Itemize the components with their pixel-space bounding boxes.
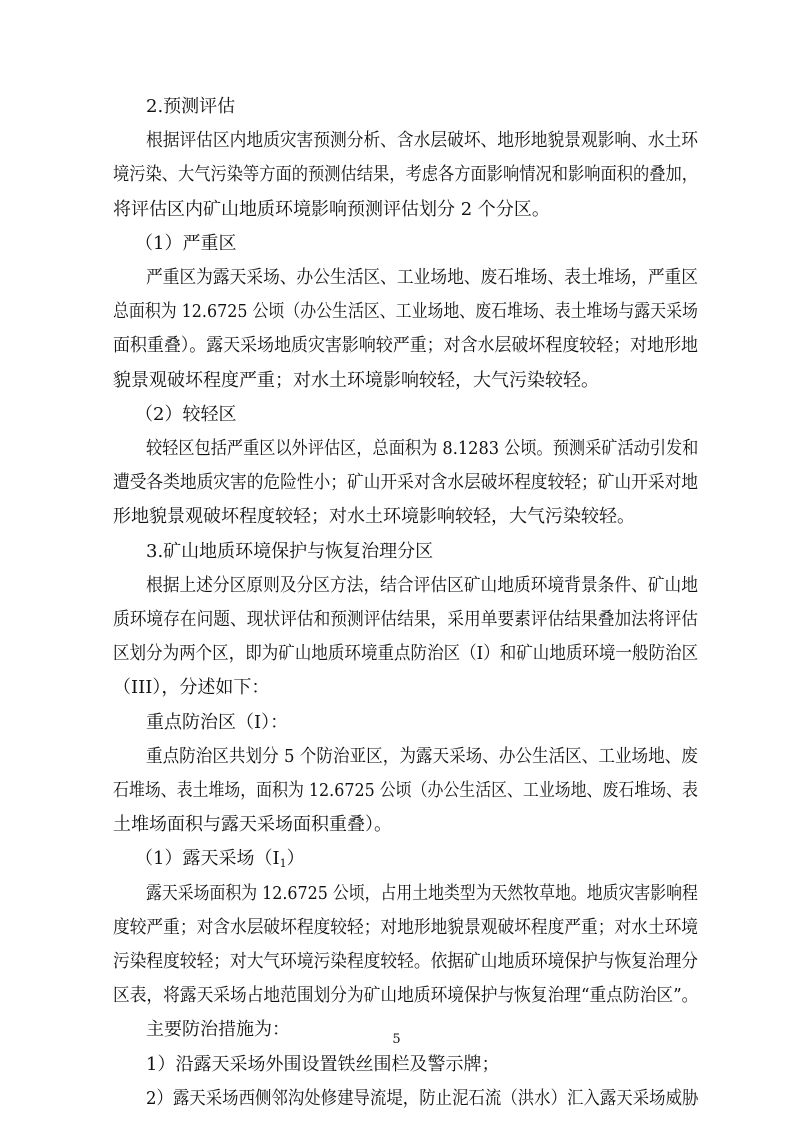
paragraph-line: 形地貌景观破坏程度较轻；对水土环境影响较轻，大气污染较轻。 — [113, 506, 635, 528]
paragraph-line: 区表，将露天采场占地范围划分为矿山地质环境保护与恢复治理“重点防治区”。 — [113, 985, 699, 1007]
paragraph-line: 严重区为露天采场、办公生活区、工业场地、废石堆场、表土堆场，严重区 — [146, 267, 699, 288]
subheading-open-pit-text: （1）露天采场（I — [135, 848, 280, 870]
paragraph-line: 将评估区内矿山地质环境影响预测评估划分 2 个分区。 — [113, 198, 550, 220]
list-item: 2）露天采场西侧邻沟处修建导流堤，防止泥石流（洪水）汇入露天采场威胁 — [146, 1087, 699, 1109]
paragraph-line: 面积重叠）。露天采场地质灾害影响较严重；对含水层破坏程度较轻；对地形地 — [113, 335, 698, 357]
subheading-light-zone: （2）较轻区 — [135, 403, 237, 425]
section-heading-prediction: 2.预测评估 — [146, 96, 236, 117]
subheading-subscript: 1 — [279, 857, 287, 871]
paragraph-line: 遭受各类地质灾害的危险性小；矿山开采对含水层破坏程度较轻；矿山开采对地 — [113, 472, 699, 494]
paragraph-line: 露天采场面积为 12.6725 公顷，占用土地类型为天然牧草地。地质灾害影响程 — [146, 882, 698, 904]
paragraph-line: 污染程度较轻；对大气环境污染程度较轻。依据矿山地质环境保护与恢复治理分 — [113, 951, 699, 972]
paragraph-line: 根据评估区内地质灾害预测分析、含水层破坏、地形地貌景观影响、水土环 — [146, 130, 699, 152]
subheading-severe-zone: （1）严重区 — [135, 232, 237, 254]
paragraph-line: 重点防治区共划分 5 个防治亚区，为露天采场、办公生活区、工业场地、废 — [146, 745, 698, 767]
list-item: 1）沿露天采场外围设置铁丝围栏及警示牌； — [146, 1053, 500, 1075]
paragraph-line: 境污染、大气污染等方面的预测估结果，考虑各方面影响情况和影响面积的叠加， — [113, 164, 699, 186]
paragraph-line: 主要防治措施为： — [146, 1019, 290, 1041]
paragraph-line: （III），分述如下： — [113, 677, 270, 699]
paragraph-line: 较轻区包括严重区以外评估区，总面积为 8.1283 公顷。预测采矿活动引发和 — [146, 438, 699, 459]
paragraph-line: 总面积为 12.6725 公顷（办公生活区、工业场地、废石堆场、表土堆场与露天采场 — [113, 301, 698, 323]
paragraph-line: 貌景观破坏程度严重；对水土环境影响较轻，大气污染较轻。 — [113, 369, 599, 391]
paragraph-line: 区划分为两个区，即为矿山地质环境重点防治区（I）和矿山地质环境一般防治区 — [113, 643, 699, 665]
subheading-key-prevention-zone: 重点防治区（I）： — [146, 711, 289, 733]
paragraph-line: 土堆场面积与露天采场面积重叠）。 — [113, 814, 392, 836]
page-number: 5 — [392, 1032, 401, 1047]
paragraph-line: 根据上述分区原则及分区方法，结合评估区矿山地质环境背景条件、矿山地 — [146, 574, 699, 596]
paragraph-line: 质环境存在问题、现状评估和预测评估结果，采用单要素评估结果叠加法将评估 — [113, 609, 699, 630]
subheading-closing: ） — [286, 848, 305, 870]
paragraph-line: 石堆场、表土堆场，面积为 12.6725 公顷（办公生活区、工业场地、废石堆场、表 — [113, 780, 698, 801]
paragraph-line: 度较严重；对含水层破坏程度较轻；对地形地貌景观破坏程度严重；对水土环境 — [113, 916, 699, 938]
section-heading-zoning: 3.矿山地质环境保护与恢复治理分区 — [146, 540, 434, 562]
subheading-open-pit — [135, 847, 305, 876]
